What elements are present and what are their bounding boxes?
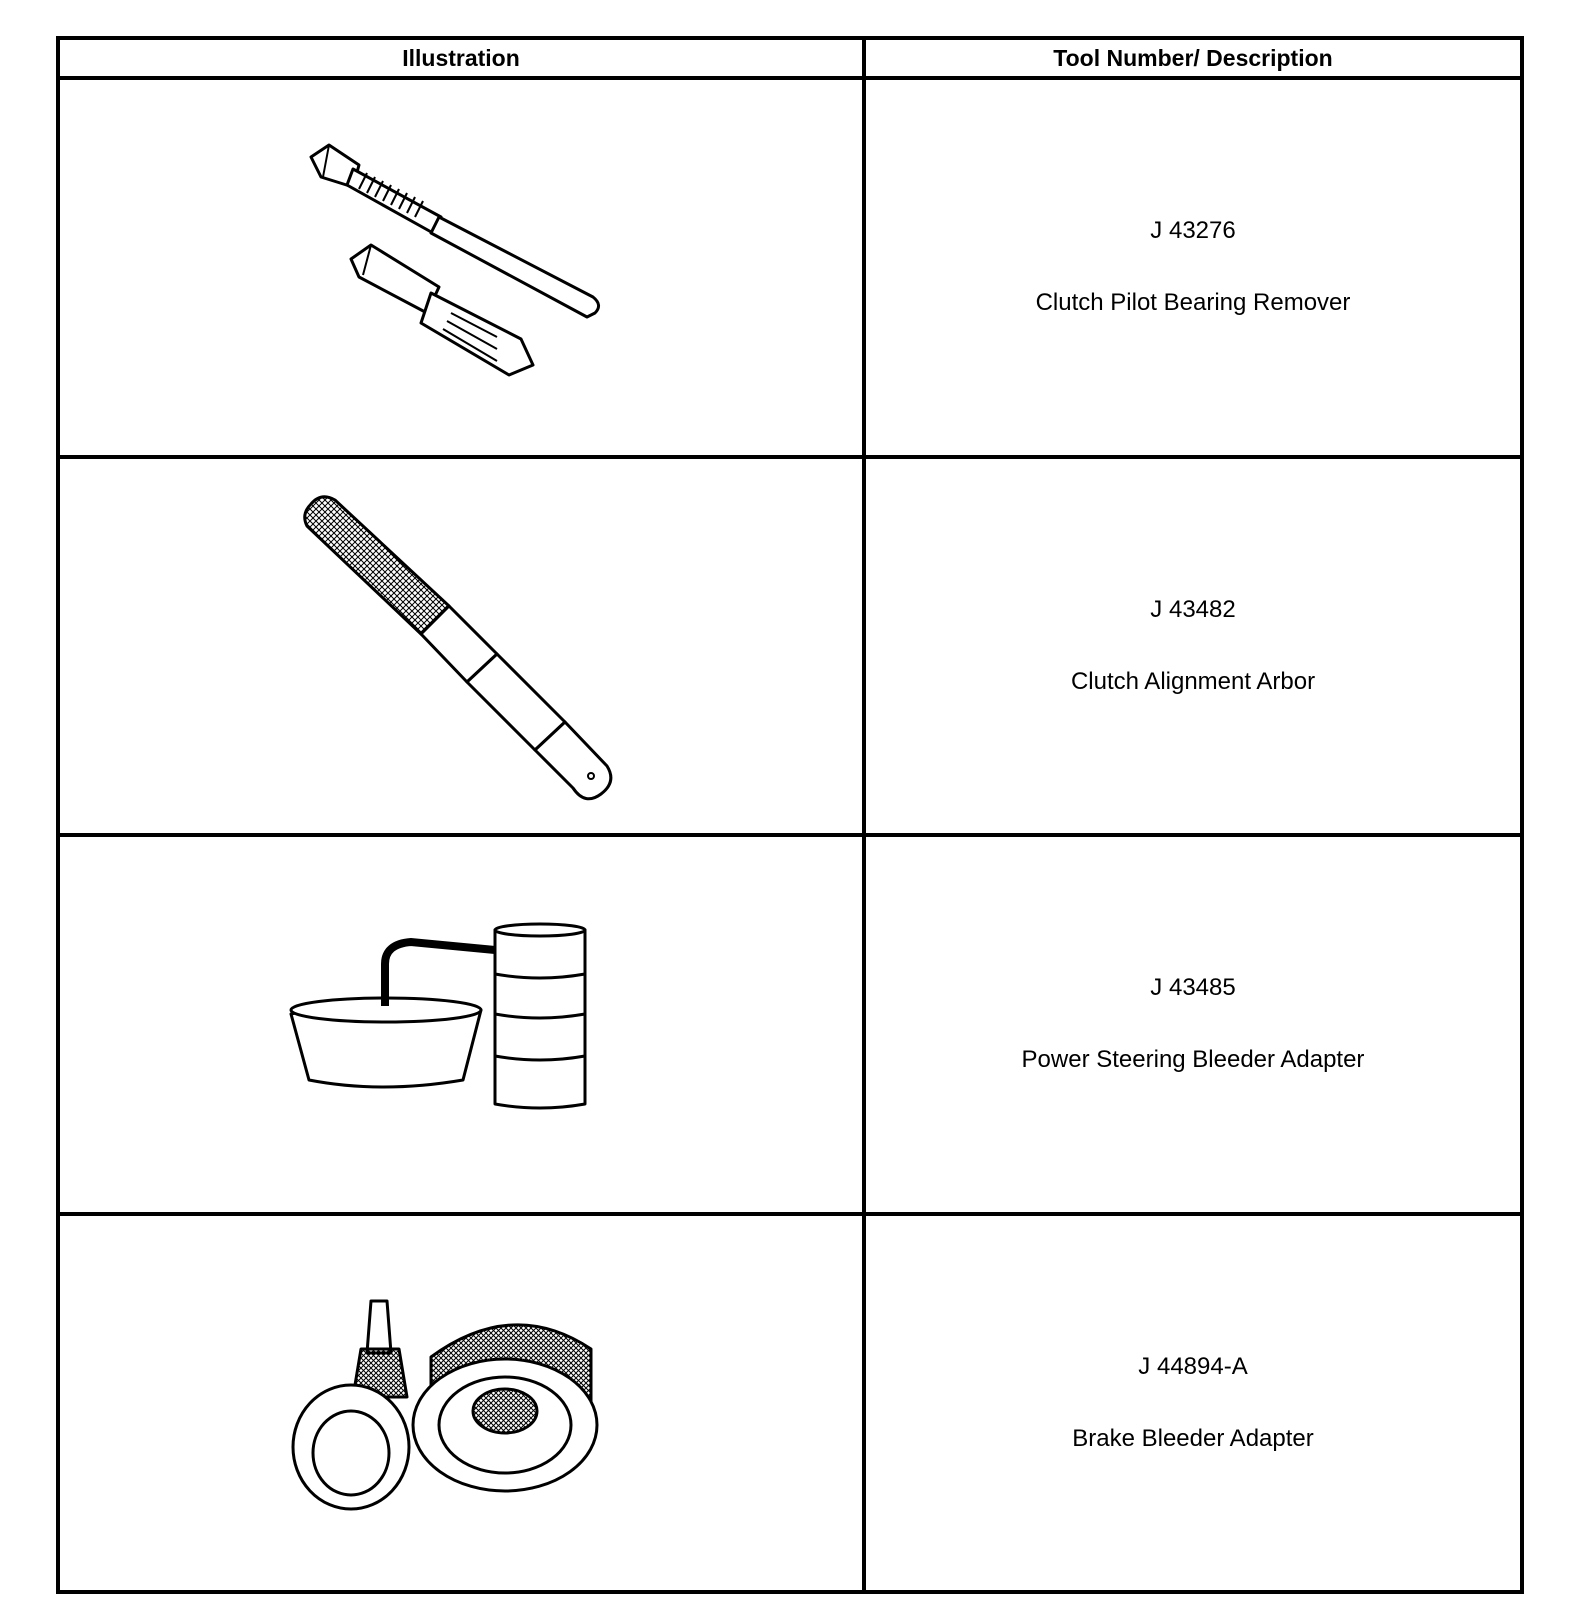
illustration-cell [58, 457, 864, 836]
illustration-cell [58, 1214, 864, 1593]
power-steering-bleeder-adapter-illustration [281, 914, 641, 1134]
header-row [58, 38, 1522, 78]
table-row [58, 78, 1522, 457]
table-row [58, 457, 1522, 836]
tool-description: Clutch Pilot Bearing Remover [1035, 289, 1351, 317]
illustration-column-header: Illustration [58, 38, 864, 78]
tool-description: Clutch Alignment Arbor [1070, 667, 1316, 695]
clutch-pilot-bearing-remover-illustration [271, 117, 651, 417]
tool-number: J 43485 [1150, 974, 1236, 1002]
tool-description-cell [864, 1214, 1522, 1593]
tool-number: J 44894-A [1138, 1352, 1248, 1380]
special-tools-table [56, 36, 1524, 1594]
illustration-cell [58, 835, 864, 1214]
tool-column-header: Tool Number/ Description [864, 38, 1522, 78]
table-row [58, 1214, 1522, 1593]
tool-description: Brake Bleeder Adapter [1072, 1424, 1314, 1452]
tool-number: J 43482 [1150, 595, 1236, 623]
tool-description-cell [864, 457, 1522, 836]
tool-description-cell [864, 78, 1522, 457]
illustration-cell [58, 78, 864, 457]
clutch-alignment-arbor-illustration [271, 476, 651, 816]
tool-description-cell [864, 835, 1522, 1214]
tool-number: J 43276 [1150, 217, 1236, 245]
brake-bleeder-adapter-illustration [291, 1293, 631, 1513]
table-row [58, 835, 1522, 1214]
tool-description: Power Steering Bleeder Adapter [1021, 1046, 1365, 1074]
